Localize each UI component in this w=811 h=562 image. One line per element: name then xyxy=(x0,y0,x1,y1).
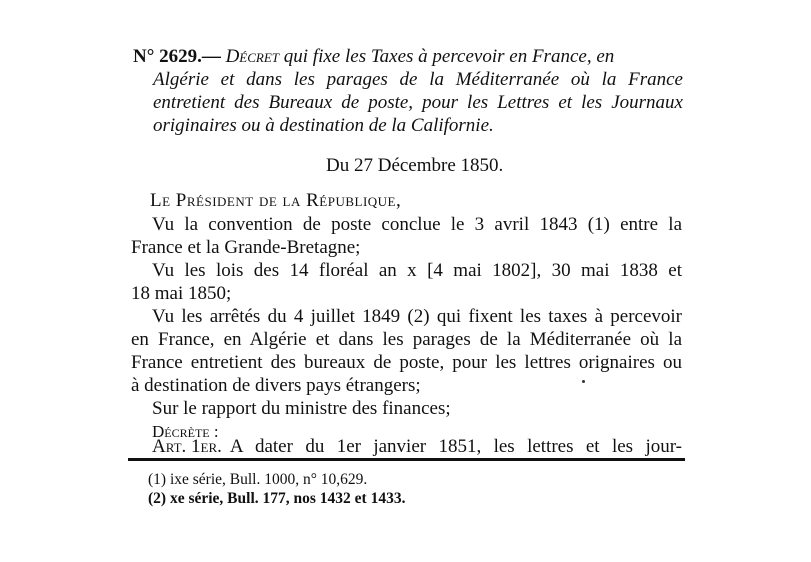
decree-number: N° 2629.— xyxy=(133,46,221,67)
decree-title-text: qui fixe les Taxes à percevoir en France, en xyxy=(283,46,615,67)
body-line-2: France et la Grande-Bretagne; xyxy=(131,237,361,258)
article-line xyxy=(152,436,682,458)
decree-title-line-3: entretient des Bureaux de poste, pour les Lettres et les Journaux xyxy=(153,92,683,113)
body-line-9: Sur le rapport du ministre des finances; xyxy=(152,398,451,419)
body-heading: Le Président de la République, xyxy=(150,190,402,211)
article-text: A dater du 1er janvier 1851, les lettres et les jour- xyxy=(229,436,682,457)
body-line-3: Vu les lois des 14 floréal an x [4 mai 1802], 30 mai 1838 et xyxy=(152,260,682,281)
body-line-6: en France, en Algérie et dans les parages de la Méditerranée où la xyxy=(131,329,682,350)
body-line-1: Vu la convention de poste conclue le 3 avril 1843 (1) entre la xyxy=(152,214,682,235)
decrete-label: Décrète : xyxy=(152,422,219,441)
footnote-divider xyxy=(128,458,685,461)
footnote-2: (2) xe série, Bull. 177, nos 1432 et 1433. xyxy=(148,490,406,507)
page-speck xyxy=(582,380,585,383)
decree-title-line-1 xyxy=(133,46,683,68)
body-line-7: France entretient des bureaux de poste, pour les lettres orignaires ou xyxy=(131,352,682,373)
decree-title-line-2: Algérie et dans les parages de la Méditerranée où la France xyxy=(153,69,683,90)
article-label: Art. 1er. xyxy=(152,436,222,457)
body-line-5: Vu les arrêtés du 4 juillet 1849 (2) qui fixent les taxes à percevoir xyxy=(152,306,682,327)
decree-title-line-4: originaires ou à destination de la Californie. xyxy=(153,115,494,136)
body-line-4: 18 mai 1850; xyxy=(131,283,232,304)
decree-date: Du 27 Décembre 1850. xyxy=(326,155,504,176)
footnote-1: (1) ixe série, Bull. 1000, n° 10,629. xyxy=(148,471,368,488)
body-line-8: à destination de divers pays étrangers; xyxy=(131,375,421,396)
decree-title-label: Décret xyxy=(225,46,280,67)
